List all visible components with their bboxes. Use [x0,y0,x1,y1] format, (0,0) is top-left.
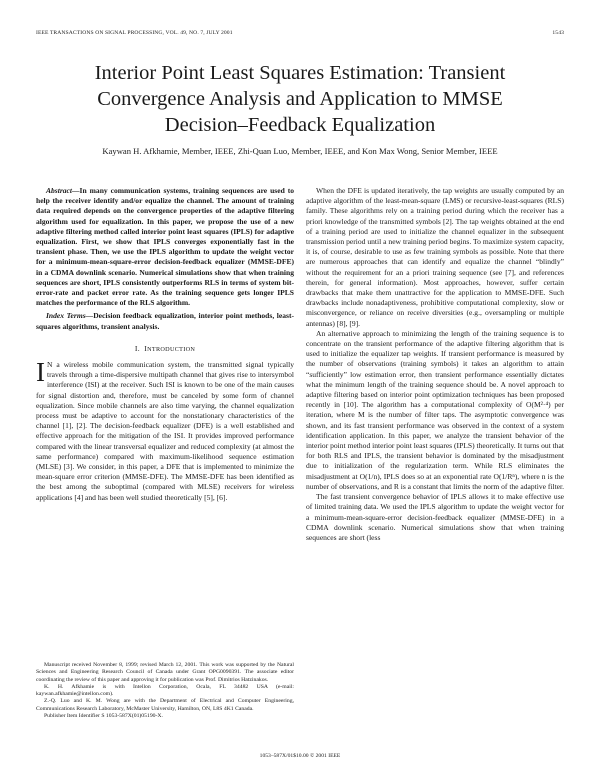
left-column [36,186,294,503]
copyright-footer: 1053–587X/01$10.00 © 2001 IEEE [259,753,341,759]
right-column [306,186,564,543]
drop-cap: I [36,357,45,388]
section-title-rest: NTRODUCTION [147,345,196,353]
author-list: Kaywan H. Afkhamie, Member, IEEE, Zhi-Quan Luo, Member, IEEE, and Kon Max Wong, Senior Member, IEEE [102,146,498,156]
abstract-label: Abstract— [46,186,80,195]
body-paragraph-1: When the DFE is updated iteratively, the tap weights are usually computed by an adaptive algorithm of the least-mean-square (LMS) or recursive-least-squares (RLS) family. These algorithms rely on a training period during which the receiver has a priori knowledge of the transmitted symbols [2]. The tap weights obtained at the end of a training period are used to initialize the channel equalizer in the subsequent transmission period until a new training period begins. To maximize system capacity, it is, of course, desirable to use as few training symbols as possible. Note that there are numerous approaches that can identify and equalize the channel “blindly” without the requirement for an a priori training sequence (see [7], and references therein, for general information). Most approaches, however, suffer certain drawbacks that make them unattractive for the application to MMSE-DFE. Such drawbacks include nonadaptiveness, prohibitive computational complexity, slow or misconvergence, or reliance on receive diversities (e.g., oversampling or multiple antennas) [8], [9]. [306,186,564,328]
body-paragraph-3: The fast transient convergence behavior of IPLS allows it to make effective use of limited training data. We used the IPLS algorithm to update the weight vector for a minimum-mean-square-error decision-feedback equalizer (MMSE-DFE) in a CDMA downlink scenario. Numerical simulations show that when training sequences are short (less [306,492,564,542]
journal-header: IEEE TRANSACTIONS ON SIGNAL PROCESSING, VOL. 49, NO. 7, JULY 2001 [36,30,233,36]
page-number: 1543 [552,30,564,36]
abstract [36,186,294,308]
section-title-cap: I [144,343,148,353]
running-header [36,30,564,40]
abstract-text: In many communication systems, training sequences are used to help the receiver identify and/or equalize the channel. The amount of training data required depends on the convergence properties of the adaptive filtering algorithm used for equalization. In this paper, we propose the use of a new adaptive filtering method called interior point least squares (IPLS) for adaptive equalization. First, we show that IPLS converges exponentially fast in the transient phase. Then, we use the IPLS algorithm to update the weight vector for a minimum-mean-square-error decision-feedback equalizer (MMSE-DFE) in a CDMA downlink scenario. Numerical simulations show that when training sequences are short, IPLS consistently outperforms RLS in terms of system bit-error-rate and packet error rate. As the training sequence gets longer IPLS matches the performance of the RLS algorithm. [36,186,294,308]
intro-paragraph [36,357,294,503]
footnote-author-2: Z.-Q. Luo and K. M. Wong are with the Department of Electrical and Computer Engineering, Communications Research Laboratory, McMaster University, Hamilton, ON, L8S 4K1 Canada. [36,698,294,712]
intro-text: N a wireless mobile communication system, the transmitted signal typically travels through a time-dispersive multipath channel that gives rise to intersymbol interference (ISI) at the receiver. Such ISI is known to be one of the main causes for signal distortion and, therefore, must be canceled by some form of channel equalization. Since mobile channels are also time varying, the channel equalization process must be adaptive to account for the nonstationary characteristics of the channel [1], [2]. The decision-feedback equalizer (DFE) is a well established and effective approach for the mitigation of the ISI. It provides improved performance compared with the linear transversal equalizer and reduced complexity (at almost the same performance) compared with maximum-likelihood sequence estimation (MLSE) [3]. We consider, in this paper, a DFE that is implemented to minimize the mean-square error criterion (MMSE-DFE). The MMSE-DFE has been identified as the best among the suboptimal (compared with MLSE) receivers for wireless applications [4] and has been well studied theoretically [5], [6]. [36,360,294,502]
footnote-author-1: K. H. Afkhamie is with Intellon Corporation, Ocala, FL 34482 USA (e-mail: kaywan.afkhamie@intellon.com). [36,683,294,698]
body-paragraph-2: An alternative approach to minimizing the length of the training sequence is to concentrate on the transient performance of the adaptive filtering algorithm that is used to initialize the equalizer tap weights. If transient performance is measured by the number of observations (training symbols) it takes an algorithm to attain “sufficiently” low estimation error, then transient performance essentially dictates what the minimum length of the training sequence should be. A novel approach to adaptive filtering based on interior point optimization techniques has been proposed recently in [10]. The algorithm has a computational complexity of O(M²·⁴) per iteration, where M is the number of filter taps. The asymptotic convergence was shown, and its fast transient performance was observed in the context of a system identification application. In this paper, we analyze the transient behavior of the interior point method interior point least squares (IPLS) theoretically. It turns out that for both RLS and IPLS, the transient behavior is dominated by the misadjustment due to initialization of the regularization term. While RLS eliminates the misadjustment at O(1/n), IPLS does so at an exponential rate O(1/Rⁿ), where n is the number of observations, and R is a constant that limits the norm of the adaptive filter. [306,328,565,491]
index-terms [36,311,294,331]
title-line-2: Convergence Analysis and Application to MMSE [97,88,503,110]
footnote-manuscript: Manuscript received November 8, 1999; revised March 12, 2001. This work was supported by the Natural Sciences and Engineering Research Council of Canada under Grant OPG0090391. The associate editor coordinating the review of this paper and approving it for publication was Prof. Dimitrios Hatzinakos. [36,662,294,683]
footnote-publisher-id: Publisher Item Identifier S 1053-587X(01)05190-X. [44,713,163,720]
title-line-1: Interior Point Least Squares Estimation: Transient [94,62,506,84]
section-heading-introduction [36,344,294,355]
index-terms-label: Index Terms— [46,311,94,321]
section-numeral: I. [134,343,140,353]
title-line-3: Decision–Feedback Equalization [164,114,436,136]
paper-title [30,60,570,138]
index-terms-text: Decision feedback equalization, interior point methods, least-squares algorithms, transient analysis. [36,311,294,331]
footnote [36,662,294,720]
